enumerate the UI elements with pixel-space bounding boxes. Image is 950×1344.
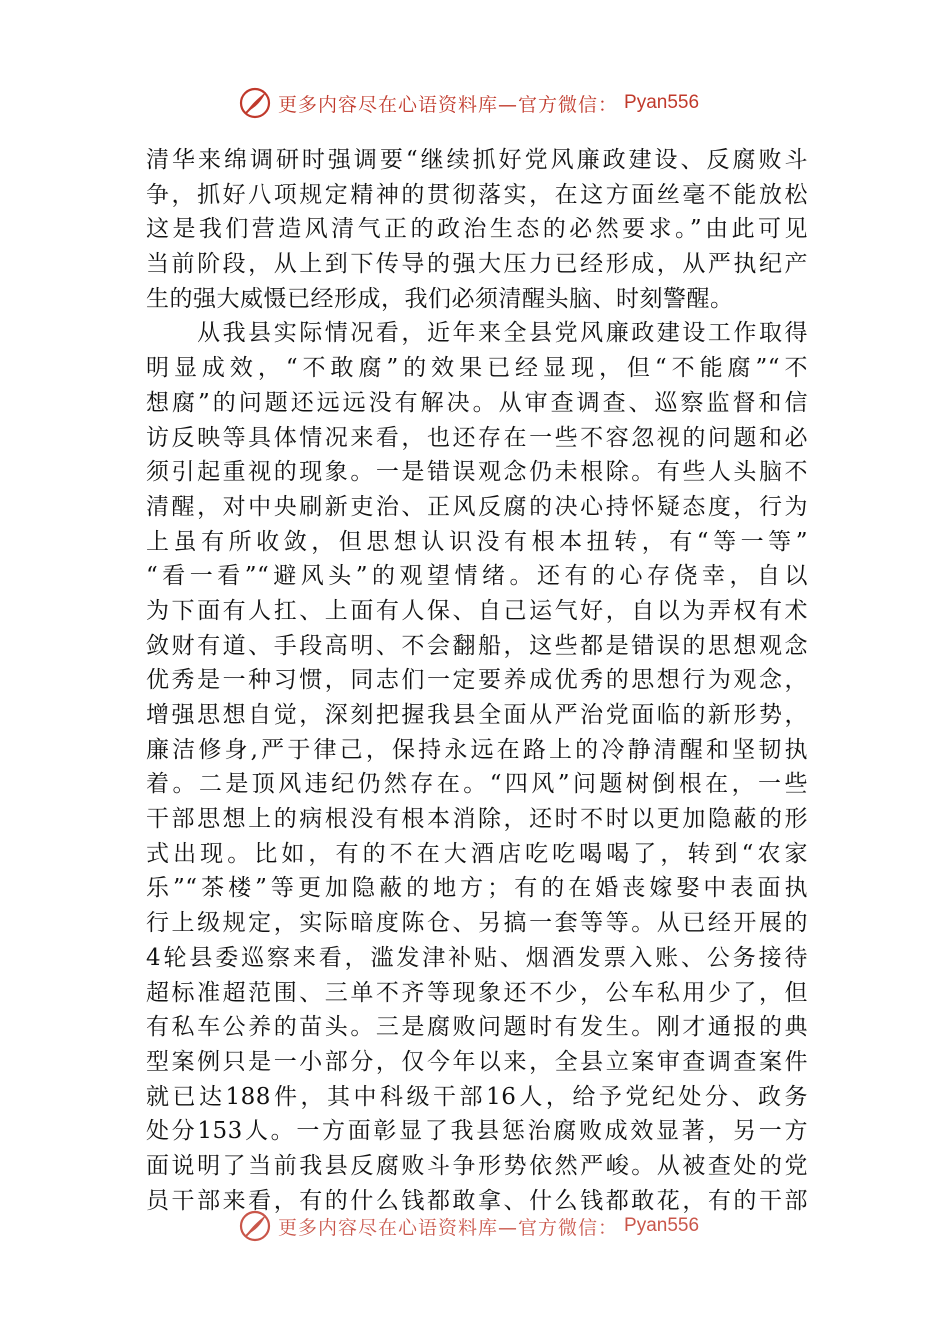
text-line: 访反映等具体情况来看，也还存在一些不容忽视的问题和必	[146, 424, 808, 451]
text-line: 有私车公养的苗头。三是腐败问题时有发生。刚才通报的典	[146, 1014, 808, 1041]
quill-logo-icon	[238, 1209, 272, 1243]
text-line: 就已达188件，其中科级干部16人，给予党纪处分、政务	[146, 1083, 808, 1110]
text-line: 须引起重视的现象。一是错误观念仍未根除。有些人头脑不	[146, 459, 808, 486]
text-line: 当前阶段，从上到下传导的强大压力已经形成，从严执纪产	[146, 251, 808, 278]
quill-logo-icon	[238, 86, 272, 120]
text-line: 廉洁修身,严于律己，保持永远在路上的冷静清醒和坚韧执	[146, 736, 808, 763]
text-line: 优秀是一种习惯，同志们一定要养成优秀的思想行为观念，	[146, 667, 808, 694]
text-line: 清醒，对中央刷新吏治、正风反腐的决心持怀疑态度，行为	[146, 493, 808, 520]
watermark-text: 更多内容尽在心语资料库—官方微信：	[278, 93, 619, 116]
text-line: 这是我们营造风清气正的政治生态的必然要求。”由此可见	[146, 216, 808, 243]
watermark-wechat-id: Pyan556	[624, 92, 700, 113]
footer-watermark	[238, 1209, 699, 1243]
text-line: 明显成效，“不敢腐”的效果已经显现，但“不能腐”“不	[146, 355, 808, 382]
text-line: 增强思想自觉，深刻把握我县全面从严治党面临的新形势，	[146, 702, 808, 728]
text-line: 上虽有所收敛，但思想认识没有根本扭转，有“等一等”	[146, 528, 808, 555]
text-line: 生的强大威慑已经形成，我们必须清醒头脑、时刻警醒。	[146, 285, 734, 312]
text-line: 面说明了当前我县反腐败斗争形势依然严峻。从被查处的党	[146, 1152, 808, 1179]
text-line: 超标准超范围、三单不齐等现象还不少，公车私用少了，但	[146, 979, 808, 1006]
text-line: 员干部来看，有的什么钱都敢拿、什么钱都敢花，有的干部	[146, 1187, 808, 1213]
watermark-wechat-id: Pyan556	[624, 1215, 700, 1236]
watermark-text: 更多内容尽在心语资料库—官方微信：	[278, 1216, 619, 1239]
text-line: 4轮县委巡察来看，滥发津补贴、烟酒发票入账、公务接待	[146, 944, 808, 971]
text-line: 式出现。比如，有的不在大酒店吃吃喝喝了，转到“农家	[146, 840, 808, 867]
text-line: 干部思想上的病根没有根本消除，还时不时以更加隐蔽的形	[146, 806, 808, 833]
text-line: 处分153人。一方面彰显了我县惩治腐败成效显著，另一方	[146, 1118, 808, 1145]
text-line: 想腐”的问题还远远没有解决。从审查调查、巡察监督和信	[146, 389, 808, 416]
text-line: 争，抓好八项规定精神的贯彻落实，在这方面丝毫不能放松	[146, 181, 808, 208]
text-line: 清华来绵调研时强调要“继续抓好党风廉政建设、反腐败斗	[146, 147, 808, 173]
header-watermark	[238, 86, 699, 120]
body-text	[146, 143, 808, 1213]
text-line: “看一看”“避风头”的观望情绪。还有的心存侥幸，自以	[146, 563, 808, 590]
text-line: 行上级规定，实际暗度陈仓、另搞一套等等。从已经开展的	[146, 910, 808, 937]
text-line: 乐”“茶楼”等更加隐蔽的地方；有的在婚丧嫁娶中表面执	[146, 875, 808, 902]
text-line: 为下面有人扛、上面有人保、自己运气好，自以为弄权有术	[146, 597, 808, 624]
text-line: 着。二是顶风违纪仍然存在。“四风”问题树倒根在，一些	[146, 771, 808, 798]
text-line: 型案例只是一小部分，仅今年以来，全县立案审查调查案件	[146, 1048, 808, 1075]
text-line: 从我县实际情况看，近年来全县党风廉政建设工作取得	[146, 320, 808, 347]
text-line: 敛财有道、手段高明、不会翻船，这些都是错误的思想观念	[146, 632, 808, 659]
